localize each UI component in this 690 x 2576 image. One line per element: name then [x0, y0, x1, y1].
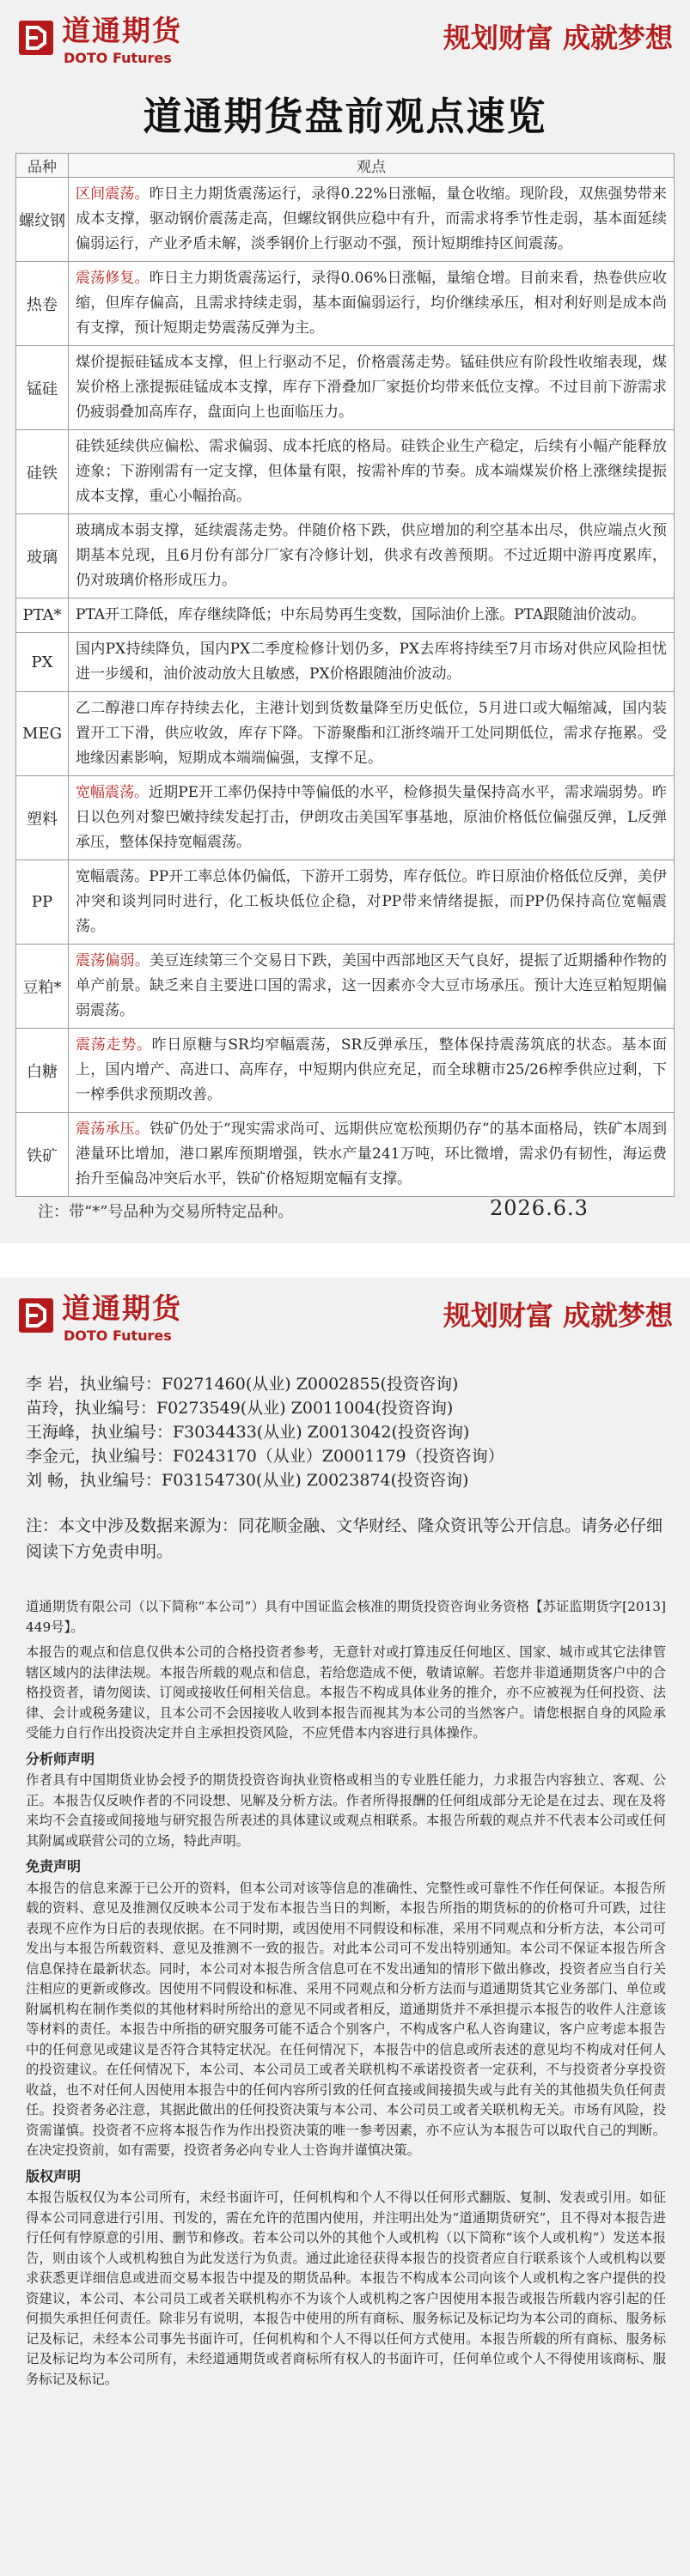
brand-header — [0, 0, 690, 70]
commodity-view — [69, 1113, 675, 1197]
header-category: 品种 — [16, 154, 69, 178]
commodity-name: 塑料 — [16, 776, 69, 860]
view-text: 铁矿仍处于“现实需求尚可、远期供应宽松预期仍存”的基本面格局，铁矿本周到港量环比增加，港口累库预期增强，铁水产量241万吨，环比微增，需求仍有韧性，海运费抬升至偏岛冲突后水平，铁矿价格短期宽幅有支撑。 — [76, 1121, 667, 1188]
view-text: 乙二醇港口库存持续去化，主港计划到货数量降至历史低位，5月进口或大幅缩减，国内装置开工下滑，供应收敛，库存下降。下游聚酯和江浙终端开工处同期低位，需求存拖累。受地缘因素影响，短期成本端端偏强，支撑不足。 — [76, 700, 667, 767]
commodity-name: MEG — [16, 692, 69, 776]
commodity-view — [69, 633, 675, 692]
table-row — [16, 776, 675, 860]
analyst-statement-heading: 分析师声明 — [26, 1750, 95, 1767]
copyright-heading: 版权声明 — [26, 2167, 82, 2184]
commodity-view — [69, 1029, 675, 1113]
brand-name: 道通期货 — [62, 1291, 182, 1325]
commodity-view — [69, 514, 675, 598]
commodity-name: 锰硅 — [16, 346, 69, 430]
market-view-table — [15, 153, 675, 1197]
section-gap — [0, 1243, 690, 1278]
view-text: 硅铁延续供应偏松、需求偏弱、成本托底的格局。硅铁企业生产稳定，后续有小幅产能释放迹象；下游刚需有一定支撑，但体量有限，按需补库的节奏。成本端煤炭价格上涨继续提振成本支撑，重心小幅抬高。 — [76, 438, 667, 505]
view-highlight: 震荡偏弱。 — [76, 952, 150, 969]
disclaimer-paragraph: 本报告的观点和信息仅供本公司的合格投资者参考，无意针对或打算违反任何地区、国家、城市或其它法律管辖区域内的法律法规。本报告所载的观点和信息，若给您造成不便，敬请谅解。若您并非道通期货客户中的合格投资者，请勿阅读、订阅或接收任何相关信息。本报告不构成具体业务的推介，亦不应被视为任何投资、法律、会计或税务建议，且本公司不会因接收人收到本报告而视其为本公司的当然客户。请您根据自身的风险承受能力自行作出投资决定并自主承担投资风险，不应凭借本内容进行具体操作。 — [26, 1644, 666, 1741]
table-row — [16, 262, 675, 346]
commodity-name: PP — [16, 860, 69, 945]
view-text: 昨日主力期货震荡运行，录得0.22%日涨幅，量仓收缩。现阶段，双焦强势带来成本支撑，驱动钢价震荡走高，但螺纹钢供应稳中有升，而需求将季节性走弱，基本面延续偏弱运行，产业矛盾未解，淡季钢价上行驱动不强，预计短期维持区间震荡。 — [76, 185, 668, 252]
source-note: 注：本文中涉及数据来源为：同花顺金融、文华财经、隆众资讯等公开信息。请务必仔细阅读下方免责申明。 — [26, 1516, 663, 1561]
view-text: 美豆连续第三个交易日下跌，美国中西部地区天气良好，提振了近期播种作物的单产前景。缺乏来自主要进口国的需求，这一因素亦令大豆市场承压。预计大连豆粕短期偏弱震荡。 — [76, 952, 668, 1019]
brand-slogan: 规划财富 成就梦想 — [443, 1299, 673, 1332]
copyright-body: 本报告版权仅为本公司所有，未经书面许可，任何机构和个人不得以任何形式翻版、复制、发表或引用。如征得本公司同意进行引用、刊发的，需在允许的范围内使用，并注明出处为“道通期货研究”，且不得对本报告进行任何有悖原意的引用、删节和修改。若本公司以外的其他个人或机构（以下简称“该个人或机构”）发送本报告，则由该个人或机构独自为此发送行为负责。通过此途径获得本报告的投资者应自行联系该个人或机构以要求获悉更详细信息或进而交易本报告中提及的期货品种。本报告不构成本公司向该个人或机构之客户提供的投资建议，本公司、本公司员工或者关联机构亦不为该个人或机构之客户因使用本报告或报告所载内容引起的任何损失承担任何责任。除非另有说明，本报告中使用的所有商标、服务标记及标记均为本公司的商标、服务标记及标记，未经本公司事先书面许可，任何机构和个人不得以任何方式使用。本报告所载的所有商标、服务标记及标记均为本公司所有，未经道通期货或者商标所有权人的书面许可，任何单位或个人不得使用该商标、服务标记及标记。 — [26, 2190, 666, 2387]
brand-name-en: DOTO Futures — [64, 50, 172, 66]
table-row — [16, 692, 675, 776]
commodity-name: 铁矿 — [16, 1113, 69, 1197]
commodity-view — [69, 860, 675, 945]
brand-slogan: 规划财富 成就梦想 — [443, 21, 673, 54]
commodity-name: PX — [16, 633, 69, 692]
report-date: 2026.6.3 — [490, 1196, 589, 1220]
view-text: 国内PX持续降负，国内PX二季度检修计划仍多，PX去库将持续至7月市场对供应风险担忧进一步缓和，油价波动放大且敏感，PX价格跟随油价波动。 — [76, 641, 667, 683]
analyst-statement: 作者具有中国期货业协会授予的期货投资咨询执业资格或相当的专业胜任能力，力求报告内容独立、客观、公正。本报告仅反映作者的不同设想、见解及分析方法。作者所得报酬的任何组成部分无论是在过去、现在及将来均不会直接或间接地与研究报告所表述的具体建议或观点相联系。本报告所载的观点并不代表本公司或任何其附属或联营公司的立场，特此声明。 — [26, 1772, 666, 1849]
commodity-name: 白糖 — [16, 1029, 69, 1113]
table-row — [16, 1029, 675, 1113]
brand-header-2 — [0, 1278, 690, 1348]
table-row — [16, 945, 675, 1029]
view-highlight: 宽幅震荡。 — [76, 784, 150, 801]
logo-icon — [19, 1298, 53, 1333]
table-row — [16, 346, 675, 430]
commodity-name: 螺纹钢 — [16, 178, 69, 262]
view-text: 近期PE开工率仍保持中等偏低的水平，检修损失量保持高水平，需求端弱势。昨日以色列对黎巴嫩持续发起打击，伊朗攻击美国军事基地，原油价格低位偏强反弹，L反弹承压，整体保持宽幅震荡。 — [76, 784, 667, 851]
view-text: 昨日主力期货震荡运行，录得0.06%日涨幅，量缩仓增。目前来看，热卷供应收缩，但库存偏高，且需求持续走弱，基本面偏弱运行，均价继续承压，相对利好则是成本尚有支撑，预计短期走势震荡反弹为主。 — [76, 270, 668, 337]
commodity-view — [69, 692, 675, 776]
analyst-item: 苗玲，执业编号：F0273549(从业) Z0011004(投资咨询) — [26, 1399, 454, 1418]
commodity-view — [69, 945, 675, 1029]
page-title: 道通期货盘前观点速览 — [143, 94, 547, 139]
commodity-view — [69, 262, 675, 346]
disclaimer-text — [26, 1597, 666, 2395]
commodity-name: 热卷 — [16, 262, 69, 346]
table-row — [16, 514, 675, 598]
disclaimer-body: 本报告的信息来源于已公开的资料，但本公司对该等信息的准确性、完整性或可靠性不作任何保证。本报告所载的资料、意见及推测仅反映本公司于发布本报告当日的判断，本报告所指的期货标的的价格可升可跌，过往表现不应作为日后的表现依据。在不同时期，或因使用不同假设和标准，采用不同观点和分析方法，本公司可发出与本报告所载资料、意见及推测不一致的报告。对此本公司可不发出特别通知。本公司不保证本报告所含信息保持在最新状态。同时，本公司对本报告所含信息可在不发出通知的情形下做出修改，投资者应当自行关注相应的更新或修改。因使用不同假设和标准、采用不同观点和分析方法而与道通期货其它业务部门、单位或附属机构在制作类似的其他材料时所给出的意见不同或者相反，道通期货并不承担提示本报告的收件人注意该等材料的责任。本报告中所指的研究服务可能不适合个别客户，不构成客户私人咨询建议，客户应考虑本报告中的任何意见或建议是否符合其特定状况。在任何情况下，本报告中的信息或所表述的意见均不构成对任何人的投资建议。在任何情况下，本公司、本公司员工或者关联机构不承诺投资者一定获利，不与投资者分享投资收益，也不对任何人因使用本报告中的任何内容所引致的任何直接或间接损失或与此有关的其他损失负任何责任。投资者务必注意，其据此做出的任何投资决策与本公司、本公司员工或者关联机构无关。市场有风险，投资需谨慎。投资者不应将本报告作为作出投资决策的唯一参考因素，亦不应认为本报告可以取代自己的判断。在决定投资前，如有需要，投资者务必向专业人士咨询并谨慎决策。 — [26, 1880, 666, 2158]
logo-icon — [19, 21, 53, 55]
table-row — [16, 633, 675, 692]
view-highlight: 区间震荡。 — [76, 185, 150, 203]
brand-name: 道通期货 — [62, 14, 182, 47]
commodity-view — [69, 598, 675, 633]
table-row — [16, 1113, 675, 1197]
commodity-view — [69, 178, 675, 262]
footnote: 注：带“*”号品种为交易所特定品种。 — [38, 1203, 294, 1221]
analyst-item: 李 岩，执业编号：F0271460(从业) Z0002855(投资咨询) — [26, 1375, 459, 1394]
commodity-view — [69, 430, 675, 514]
view-text: 昨日原糖与SR均窄幅震荡，SR反弹承压，整体保持震荡筑底的状态。基本面上，国内增产、高进口、高库存，中短期内供应充足，而全球糖市25/26榨季供应过剩，下一榨季供求预期改善。 — [76, 1036, 668, 1103]
view-highlight: 震荡承压。 — [76, 1121, 150, 1138]
view-text: 宽幅震荡。PP开工率总体仍偏低，下游开工弱势，库存低位。昨日原油价格低位反弹，美伊冲突和谈判同时进行，化工板块低位企稳，对PP带来情绪提振，而PP仍保持高位宽幅震荡。 — [76, 868, 667, 935]
view-text: 玻璃成本弱支撑，延续震荡走势。伴随价格下跌，供应增加的利空基本出尽，供应端点火预期基本兑现，且6月份有部分厂家有冷修计划，供求有改善预期。不过近期中游再度累库，仍对玻璃价格形成压力。 — [76, 522, 667, 589]
commodity-view — [69, 346, 675, 430]
view-text: 煤价提振硅锰成本支撑，但上行驱动不足，价格震荡走势。锰硅供应有阶段性收缩表现，煤炭价格上涨提振硅锰成本支撑，库存下滑叠加厂家挺价均带来低位支撑。不过目前下游需求仍疲弱叠加高库存，盘面向上也面临压力。 — [76, 354, 667, 421]
analyst-item: 王海峰，执业编号：F3034433(从业) Z0013042(投资咨询) — [26, 1423, 470, 1442]
header-view: 观点 — [69, 154, 675, 178]
disclaimer-intro: 道通期货有限公司（以下简称“本公司”）具有中国证监会核准的期货投资咨询业务资格【苏证监期货字[2013] 449号】。 — [26, 1599, 666, 1635]
view-text: PTA开工降低，库存继续降低；中东局势再生变数，国际油价上涨。PTA跟随油价波动。 — [76, 606, 646, 623]
disclaimer-heading: 免责声明 — [26, 1858, 82, 1874]
commodity-name: 硅铁 — [16, 430, 69, 514]
commodity-view — [69, 776, 675, 860]
analyst-list — [26, 1372, 504, 1492]
view-highlight: 震荡走势。 — [76, 1036, 152, 1054]
table-header-row — [16, 154, 675, 178]
analyst-item: 李金元，执业编号：F0243170（从业）Z0001179（投资咨询） — [26, 1447, 504, 1466]
morning-view-section — [0, 0, 690, 1243]
commodity-name: 豆粕* — [16, 945, 69, 1029]
commodity-name: 玻璃 — [16, 514, 69, 598]
table-row — [16, 430, 675, 514]
view-highlight: 震荡修复。 — [76, 270, 150, 287]
table-row — [16, 178, 675, 262]
commodity-name: PTA* — [16, 598, 69, 633]
analyst-item: 刘 畅，执业编号：F03154730(从业) Z0023874(投资咨询) — [26, 1471, 469, 1490]
table-row — [16, 860, 675, 945]
brand-name-en: DOTO Futures — [64, 1327, 172, 1344]
table-row — [16, 598, 675, 633]
